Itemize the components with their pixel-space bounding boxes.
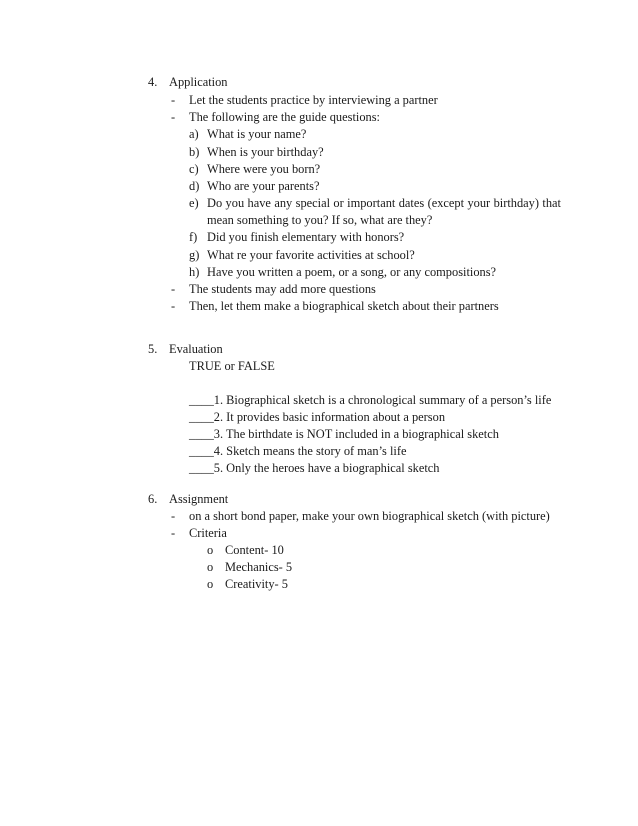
section-title: Application (169, 75, 228, 89)
question-label: a) (189, 127, 199, 141)
bullet-dash: - (171, 526, 176, 540)
question-text: When is your birthday? (207, 145, 324, 159)
question-text: Where were you born? (207, 162, 321, 176)
bullet-dash: - (171, 299, 176, 313)
question-text: Do you have any special or important dates (except your birthday) that (207, 196, 561, 210)
question-text: Who are your parents? (207, 179, 320, 193)
evaluation-item: ____4. Sketch means the story of man’s life (189, 444, 407, 458)
section-subtitle: TRUE or FALSE (189, 359, 275, 373)
bullet-dash: - (171, 509, 176, 523)
question-label: c) (189, 162, 199, 176)
bullet-text: Then, let them make a biographical sketch about their partners (189, 299, 499, 313)
bullet-text: Criteria (189, 526, 227, 540)
section-number: 5. (148, 342, 158, 356)
bullet-text: The students may add more questions (189, 282, 376, 296)
bullet-dash: - (171, 110, 176, 124)
circle-bullet-icon: o (207, 543, 214, 557)
section-title: Evaluation (169, 342, 223, 356)
question-label: f) (189, 230, 198, 244)
question-label: b) (189, 145, 200, 159)
evaluation-item: ____2. It provides basic information about a person (189, 410, 446, 424)
criteria-item: Content- 10 (225, 543, 284, 557)
criteria-item: Creativity- 5 (225, 577, 288, 591)
bullet-text: The following are the guide questions: (189, 110, 380, 124)
evaluation-item: ____1. Biographical sketch is a chronological summary of a person’s life (189, 393, 552, 407)
evaluation-item: ____5. Only the heroes have a biographical sketch (189, 461, 440, 475)
question-text: Did you finish elementary with honors? (207, 230, 405, 244)
bullet-text: on a short bond paper, make your own biographical sketch (with picture) (189, 509, 550, 523)
question-label: d) (189, 179, 200, 193)
section-title: Assignment (169, 492, 229, 506)
bullet-dash: - (171, 282, 176, 296)
bullet-text: Let the students practice by interviewing a partner (189, 93, 438, 107)
circle-bullet-icon: o (207, 560, 214, 574)
question-label: h) (189, 265, 200, 279)
criteria-item: Mechanics- 5 (225, 560, 293, 574)
question-text: What re your favorite activities at school? (207, 248, 415, 262)
question-label: g) (189, 248, 200, 262)
question-text: What is your name? (207, 127, 307, 141)
section-number: 6. (148, 492, 158, 506)
circle-bullet-icon: o (207, 577, 214, 591)
question-text: Have you written a poem, or a song, or any compositions? (207, 265, 497, 279)
bullet-dash: - (171, 93, 176, 107)
question-label: e) (189, 196, 199, 210)
section-number: 4. (148, 75, 158, 89)
evaluation-item: ____3. The birthdate is NOT included in a biographical sketch (189, 427, 499, 441)
question-text-continued: mean something to you? If so, what are they? (207, 213, 433, 227)
